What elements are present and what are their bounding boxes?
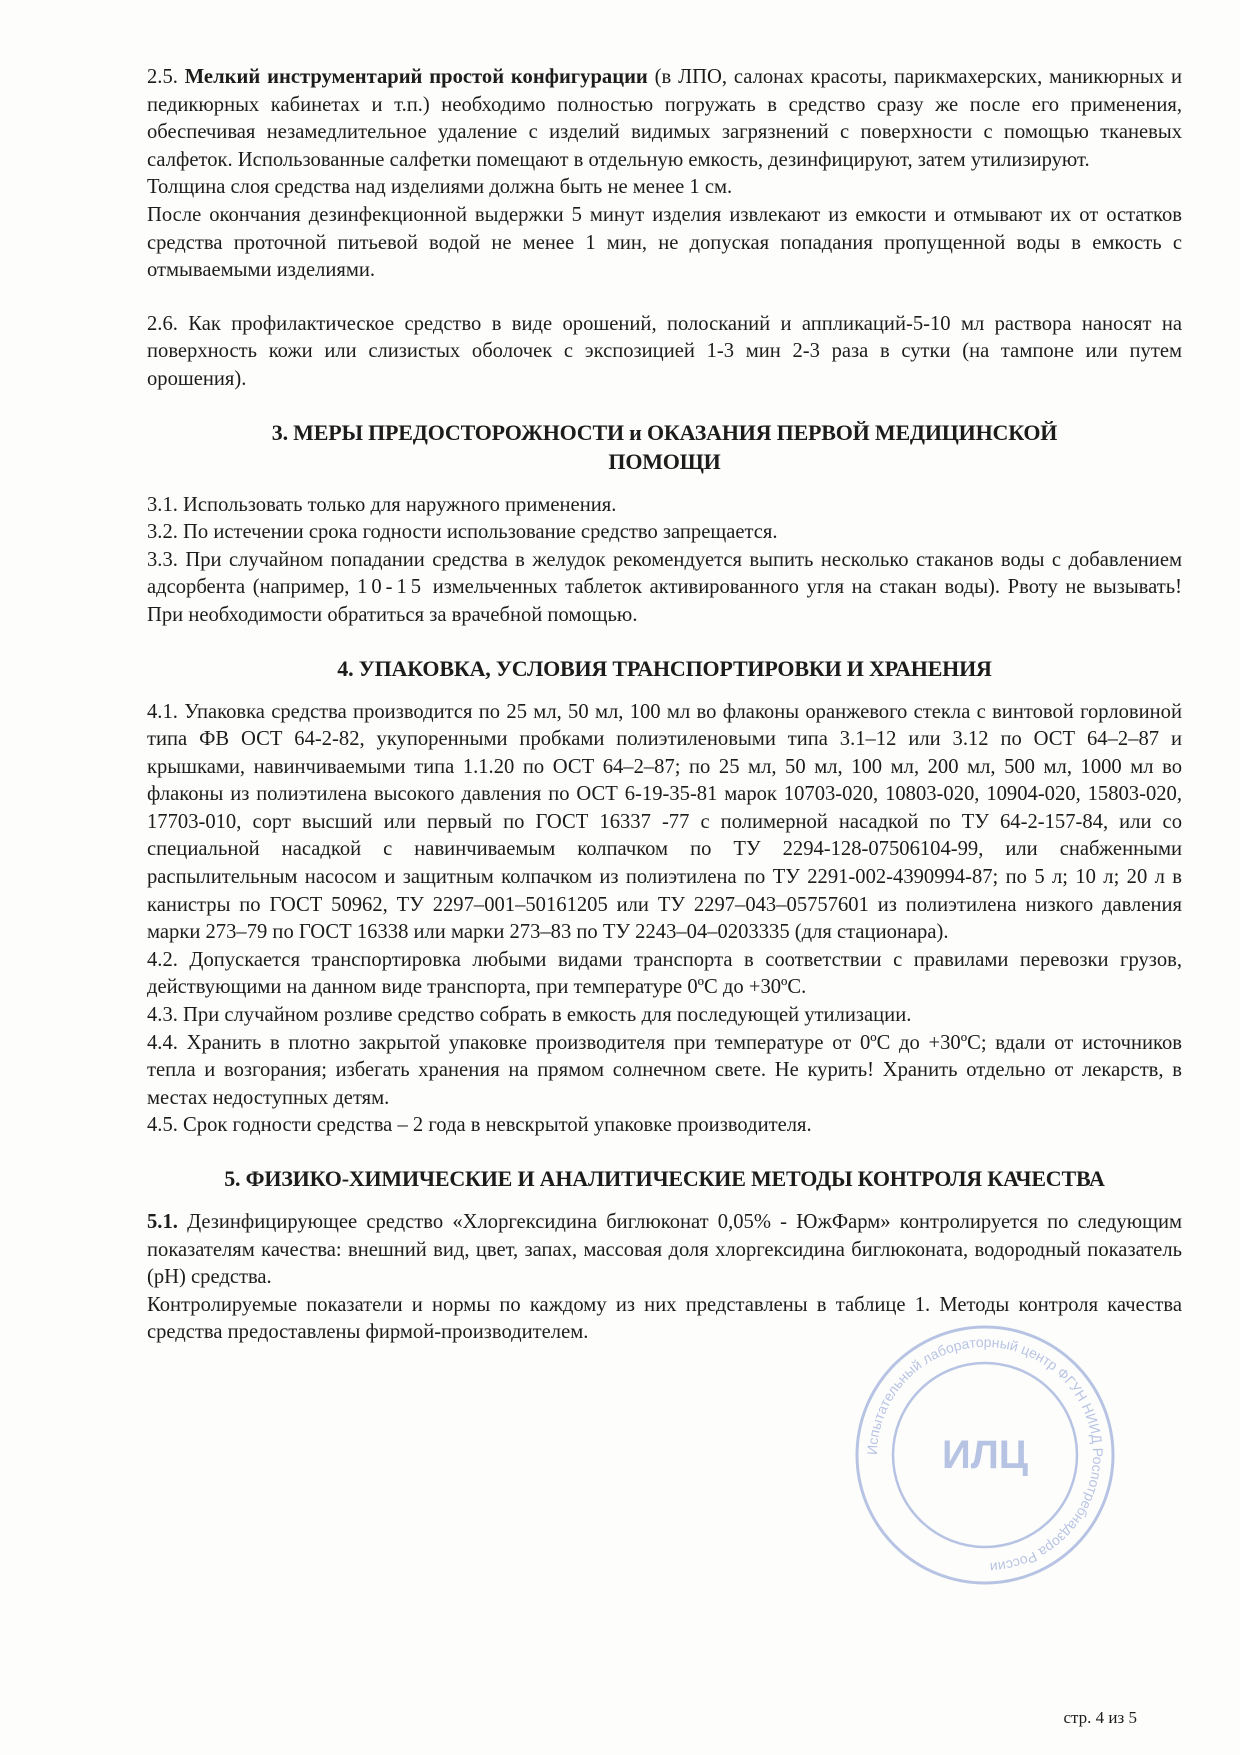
page-number: стр. 4 из 5 bbox=[1063, 1708, 1137, 1727]
section-3-heading bbox=[147, 418, 1182, 476]
spacer bbox=[147, 394, 1182, 418]
spacer bbox=[147, 1193, 1182, 1209]
paragraph-number: 2.5. bbox=[147, 66, 185, 88]
heading-line: 3. МЕРЫ ПРЕДОСТОРОЖНОСТИ и ОКАЗАНИЯ ПЕРВОЙ МЕДИЦИНСКОЙ bbox=[271, 419, 1058, 445]
spacer bbox=[147, 683, 1182, 699]
paragraph-text: (в ЛПО, салонах красоты, парикмахерских, маникюрных и педикюрных кабинетах и т.п.) необходимо полностью погружать в средство сразу же после его применения, обеспечивая незамедлительное удаление с изделий видимых загрязнений с поверхности с помощью тканевых салфеток. Использованные салфетки помещают в отдельную емкость, дезинфицируют, затем утилизируют. bbox=[147, 66, 1182, 171]
paragraph-2-5 bbox=[147, 64, 1182, 174]
paragraph-bold-lead: Мелкий инструментарий простой конфигурации bbox=[184, 66, 648, 88]
paragraph-4-3: 4.3. При случайном розливе средство собрать в емкость для последующей утилизации. bbox=[147, 1004, 912, 1027]
paragraph-number-range: 10-15 bbox=[357, 576, 426, 599]
svg-text:ИЛЦ: ИЛЦ bbox=[941, 1433, 1029, 1477]
svg-text:Испытательный лабораторный цен: Испытательный лабораторный центр ФГУН НИИД Роспотребнадзора России bbox=[863, 1333, 1107, 1576]
paragraph-4-5: 4.5. Срок годности средства – 2 года в невскрытой упаковке производителя. bbox=[147, 1114, 812, 1137]
paragraph-text: измельченных таблеток активированного угля на стакан воды). Рвоту не вызывать! При необходимости обратиться за врачебной помощью. bbox=[147, 576, 1182, 626]
section-4-heading: 4. УПАКОВКА, УСЛОВИЯ ТРАНСПОРТИРОВКИ И ХРАНЕНИЯ bbox=[337, 655, 992, 681]
lab-stamp-icon bbox=[850, 1320, 1120, 1590]
paragraph-2-5-after: После окончания дезинфекционной выдержки 5 минут изделия извлекают из емкости и отмывают их от остатков средства проточной питьевой водой не менее 1 мин, не допуская попадания пропущенной воды в емкость с отмываемыми изделиями. bbox=[147, 203, 1182, 282]
spacer bbox=[147, 630, 1182, 654]
paragraph-2-6: 2.6. Как профилактическое средство в виде орошений, полосканий и аппликаций-5-10 мл раствора наносят на поверхность кожи или слизистых оболочек с экспозицией 1-3 мин 2-3 раза в сутки (на тампоне или путем орошения). bbox=[147, 312, 1182, 390]
paragraph-3-3 bbox=[147, 547, 1182, 630]
page-content bbox=[147, 64, 1182, 1347]
paragraph-3-2: 3.2. По истечении срока годности использование средство запрещается. bbox=[147, 521, 778, 544]
paragraph-4-4: 4.4. Хранить в плотно закрытой упаковке производителя при температуре от 0ºС до +30ºС; вдали от источников тепла и возгорания; избегать хранения на прямом солнечном свете. Не курить! Хранить отдельно от лекарств, в местах недоступных детям. bbox=[147, 1031, 1182, 1109]
paragraph-4-2: 4.2. Допускается транспортировка любыми видами транспорта в соответствии с правилами перевозки грузов, действующими на данном виде транспорта, при температуре 0ºС до +30ºС. bbox=[147, 948, 1182, 999]
spacer bbox=[147, 476, 1182, 492]
paragraph-4-1: 4.1. Упаковка средства производится по 25 мл, 50 мл, 100 мл во флаконы оранжевого стекла с винтовой горловиной типа ФВ ОСТ 64-2-82, укупоренными пробками полиэтиленовыми типа 3.1–12 или 3.12 по ОСТ 64–2–87 и крышками, навинчиваемыми типа 1.1.20 по ОСТ 64–2–87; по 25 мл, 50 мл, 100 мл, 200 мл, 500 мл, 1000 мл во флаконы из полиэтилена высокого давления по ОСТ 6-19-35-81 марок 10703-020, 10803-020, 10904-020, 15803-020, 17703-010, сорт высший или первый по ГОСТ 16337 -77 с полимерной насадкой по ТУ 64-2-157-84, или со специальной насадкой с навинчиваемым колпачком по ТУ 2294-128-07506104-99, или снабженными распылительным насосом и защитным колпачком из полиэтилена по ТУ 2291-002-4390994-87; по 5 л; 10 л; 20 л в канистры по ГОСТ 50962, ТУ 2297–001–50161205 или ТУ 2297–043–05757601 из полиэтилена низкого давления марки 273–79 по ГОСТ 16338 или марки 273–83 по ТУ 2243–04–0203335 (для стационара). bbox=[147, 700, 1182, 944]
paragraph-3-1: 3.1. Использовать только для наружного применения. bbox=[147, 493, 617, 516]
spacer bbox=[147, 1140, 1182, 1164]
spacer bbox=[147, 285, 1182, 311]
paragraph-text: Дезинфицирующее средство «Хлоргексидина биглюконат 0,05% - ЮжФарм» контролируется по следующим показателям качества: внешний вид, цвет, запах, массовая доля хлоргексидина биглюконата, водородный показатель (рН) средства. bbox=[147, 1211, 1182, 1289]
paragraph-number: 5.1. bbox=[147, 1211, 178, 1233]
heading-line: ПОМОЩИ bbox=[608, 448, 721, 474]
paragraph-5-1 bbox=[147, 1209, 1182, 1292]
section-5-heading: 5. ФИЗИКО-ХИМИЧЕСКИЕ И АНАЛИТИЧЕСКИЕ МЕТОДЫ КОНТРОЛЯ КАЧЕСТВА bbox=[224, 1166, 1105, 1191]
paragraph-controls: Контролируемые показатели и нормы по каждому из них представлены в таблице 1. Методы контроля качества средства предоставлены фирмой-производителем. bbox=[147, 1293, 1182, 1344]
paragraph-text: 3.3. При случайном попадании средства в желудок рекомендуется выпить несколько стаканов воды с добавлением адсорбента (например, bbox=[147, 548, 1182, 599]
paragraph-2-5-layer: Толщина слоя средства над изделиями должна быть не менее 1 см. bbox=[147, 176, 733, 199]
